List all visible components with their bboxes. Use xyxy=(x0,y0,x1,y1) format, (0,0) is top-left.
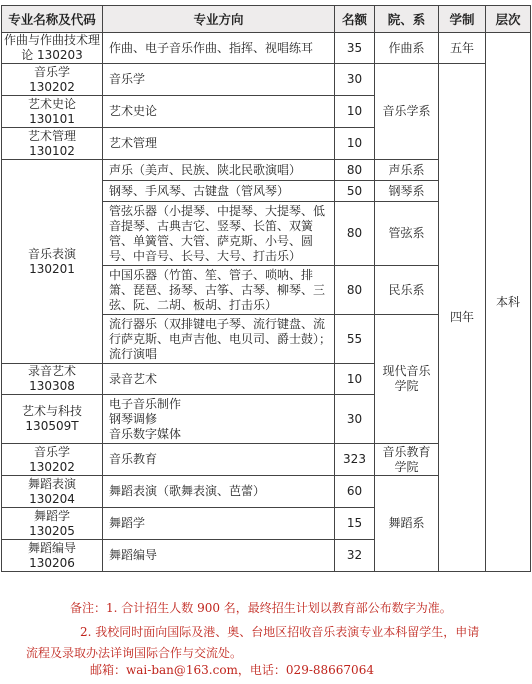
department: 声乐系 xyxy=(375,160,439,181)
department: 音乐教育学院 xyxy=(375,444,439,476)
major-name: 舞蹈学 xyxy=(33,508,70,523)
major-code: 130202 xyxy=(29,459,75,474)
direction: 舞蹈学 xyxy=(103,508,335,540)
direction: 舞蹈表演（歌舞表演、芭蕾） xyxy=(103,476,335,508)
major-name: 艺术与科技 xyxy=(21,404,82,418)
header-duration: 学制 xyxy=(439,6,486,33)
header-direction: 专业方向 xyxy=(103,6,335,33)
direction: 管弦乐器（小提琴、中提琴、大提琴、低音提琴、古典吉它、竖琴、长笛、双簧管、单簧管、大管、萨克斯、小号、圆号、中音号、长号、大号、打击乐） xyxy=(103,202,335,266)
direction: 录音艺术 xyxy=(103,364,335,395)
direction-list xyxy=(103,395,335,444)
quota: 323 xyxy=(335,444,375,476)
quota: 60 xyxy=(335,476,375,508)
note-line-4: 邮箱：wai-ban@163.com，电话：029-88667064 xyxy=(90,663,374,677)
major-name: 艺术史论 xyxy=(27,96,76,111)
direction: 声乐（美声、民族、陕北民歌演唱） xyxy=(103,160,335,181)
quota: 30 xyxy=(335,395,375,444)
quota: 80 xyxy=(335,266,375,315)
header-major: 专业名称及代码 xyxy=(2,6,103,33)
direction: 艺术管理 xyxy=(103,128,335,160)
department: 现代音乐学院 xyxy=(375,315,439,444)
department: 舞蹈系 xyxy=(375,476,439,572)
major-cell xyxy=(2,128,103,160)
major-cell xyxy=(2,540,103,572)
direction: 音乐学 xyxy=(103,64,335,96)
department: 音乐学系 xyxy=(375,64,439,160)
direction: 艺术史论 xyxy=(103,96,335,128)
direction: 流行器乐（双排键电子琴、流行键盘、流行萨克斯、电声吉他、电贝司、爵士鼓）；流行演唱 xyxy=(103,315,335,364)
header-level: 层次 xyxy=(486,6,531,33)
header-row xyxy=(2,6,531,33)
department: 管弦系 xyxy=(375,202,439,266)
direction: 中国乐器（竹笛、笙、管子、唢呐、排箫、琵琶、扬琴、古筝、古琴、柳琴、三弦、阮、二胡、板胡、打击乐） xyxy=(103,266,335,315)
major-code: 130206 xyxy=(29,555,75,570)
direction: 作曲、电子音乐作曲、指挥、视唱练耳 xyxy=(103,33,335,64)
major-code: 130102 xyxy=(29,143,75,158)
major-code: 130509T xyxy=(25,419,79,433)
header-quota: 名额 xyxy=(335,6,375,33)
major-cell xyxy=(2,160,103,364)
quota: 30 xyxy=(335,64,375,96)
major-name: 录音艺术 xyxy=(27,364,76,378)
direction: 音乐教育 xyxy=(103,444,335,476)
major-name: 舞蹈编导 xyxy=(27,540,76,555)
note-line-2: 2. 我校同时面向国际及港、奥、台地区招收音乐表演专业本科留学生，申请 xyxy=(80,625,480,639)
quota: 80 xyxy=(335,202,375,266)
direction-item: 音乐数字媒体 xyxy=(109,426,182,441)
major-cell xyxy=(2,96,103,128)
direction: 钢琴、手风琴、古键盘（管风琴） xyxy=(103,181,335,202)
major-code: 130204 xyxy=(29,491,75,506)
department: 作曲系 xyxy=(375,33,439,64)
quota: 35 xyxy=(335,33,375,64)
major-code: 130308 xyxy=(29,379,75,393)
level: 本科 xyxy=(486,33,531,572)
major-name: 舞蹈表演 xyxy=(27,476,76,491)
major-cell xyxy=(2,364,103,395)
department: 钢琴系 xyxy=(375,181,439,202)
major-code: 130201 xyxy=(29,261,75,276)
note-line-1: 备注：1. 合计招生人数 900 名，最终招生计划以教育部公布数字为准。 xyxy=(70,601,452,615)
major-name: 艺术管理 xyxy=(27,128,76,143)
major-cell xyxy=(2,64,103,96)
direction: 舞蹈编导 xyxy=(103,540,335,572)
major-name: 音乐学 xyxy=(33,64,70,79)
header-department: 院、系 xyxy=(375,6,439,33)
major-cell xyxy=(2,395,103,444)
quota: 10 xyxy=(335,364,375,395)
major-code: 130205 xyxy=(29,523,75,538)
major-name: 音乐表演 xyxy=(27,246,76,261)
enrollment-table xyxy=(1,5,531,572)
quota: 10 xyxy=(335,128,375,160)
major-cell xyxy=(2,508,103,540)
table-row xyxy=(2,33,531,64)
quota: 32 xyxy=(335,540,375,572)
department: 民乐系 xyxy=(375,266,439,315)
quota: 50 xyxy=(335,181,375,202)
major-code: 130101 xyxy=(29,111,75,126)
major-name: 音乐学 xyxy=(33,444,70,459)
duration: 四年 xyxy=(439,64,486,572)
direction-item: 钢琴调修 xyxy=(109,411,158,426)
major-cell xyxy=(2,476,103,508)
quota: 55 xyxy=(335,315,375,364)
major-code: 130202 xyxy=(29,79,75,94)
duration: 五年 xyxy=(439,33,486,64)
major-cell xyxy=(2,444,103,476)
quota: 15 xyxy=(335,508,375,540)
direction-item: 电子音乐制作 xyxy=(109,396,182,411)
quota: 10 xyxy=(335,96,375,128)
note-line-3: 流程及录取办法详询国际合作与交流处。 xyxy=(26,646,243,660)
table-row xyxy=(2,64,531,96)
major-name: 作曲与作曲技术理论 130203 xyxy=(2,33,103,64)
quota: 80 xyxy=(335,160,375,181)
